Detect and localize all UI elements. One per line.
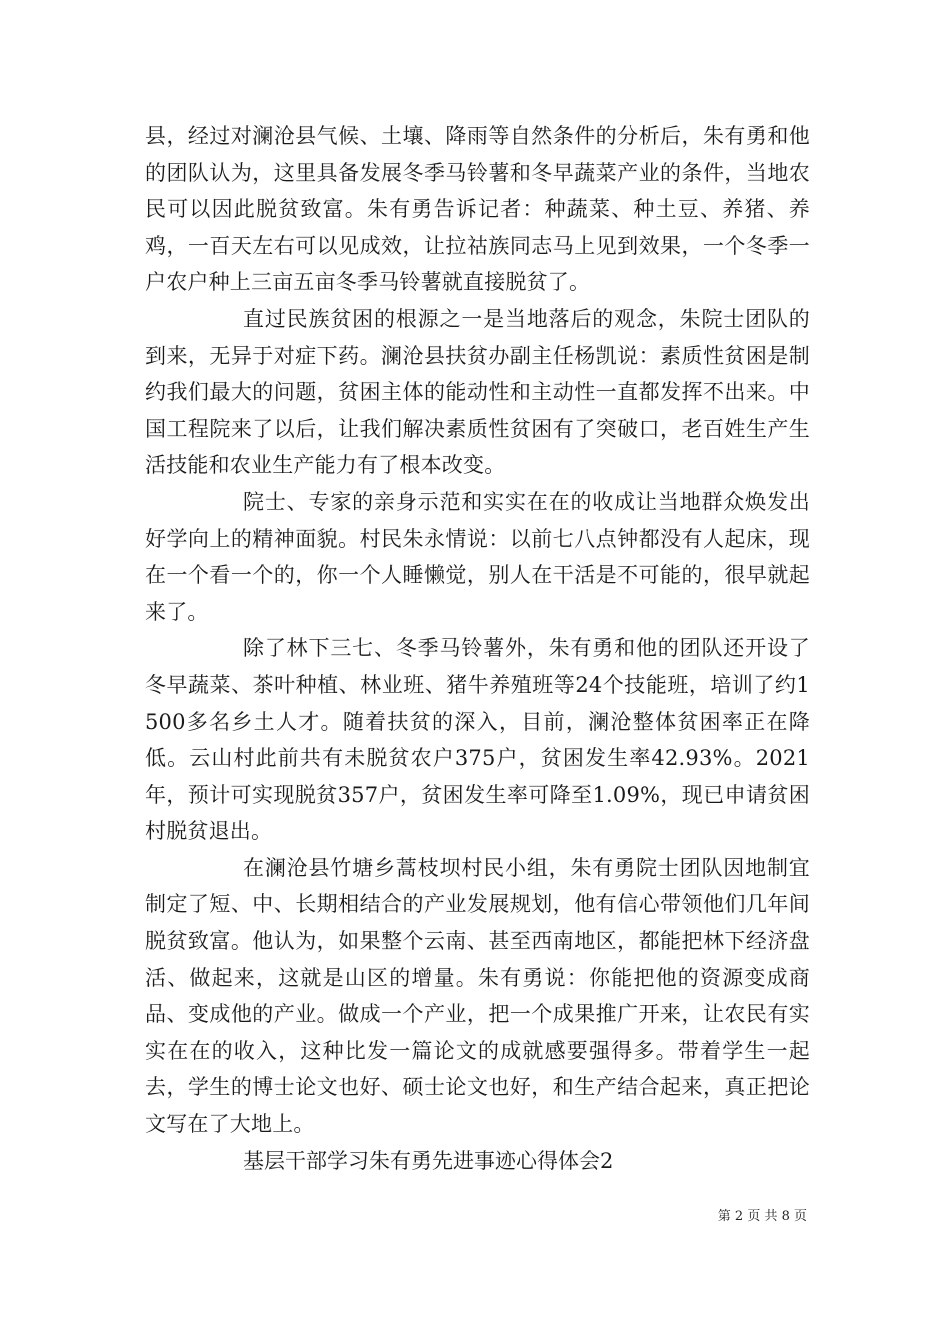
paragraph-4: 除了林下三七、冬季马铃薯外，朱有勇和他的团队还开设了冬早蔬菜、茶叶种植、林业班、猪牛养殖班等24个技能班，培训了约1500多名乡土人才。随着扶贫的深入，目前，澜沧整体贫困率正在降低。云山村此前共有未脱贫农户375户，贫困发生率42.93%。2021年，预计可实现脱贫357户，贫困发生率可降至1.09%，现已申请贫困村脱贫退出。 (145, 636, 810, 844)
paragraph-2: 直过民族贫困的根源之一是当地落后的观念，朱院士团队的到来，无异于对症下药。澜沧县扶贫办副主任杨凯说：素质性贫困是制约我们最大的问题，贫困主体的能动性和主动性一直都发挥不出来。中国工程院来了以后，让我们解决素质性贫困有了突破口，老百姓生产生活技能和农业生产能力有了根本改变。 (145, 306, 810, 478)
section-heading: 基层干部学习朱有勇先进事迹心得体会2 (243, 1148, 614, 1173)
paragraph-5: 在澜沧县竹塘乡蒿枝坝村民小组，朱有勇院士团队因地制宜制定了短、中、长期相结合的产业发展规划，他有信心带领他们几年间脱贫致富。他认为，如果整个云南、甚至西南地区，都能把林下经济盘活、做起来，这就是山区的增量。朱有勇说：你能把他的资源变成商品、变成他的产业。做成一个产业，把一个成果推广开来，让农民有实实在在的收入，这种比发一篇论文的成就感要强得多。带着学生一起去，学生的博士论文也好、硕士论文也好，和生产结合起来，真正把论文写在了大地上。 (145, 855, 810, 1137)
page-number: 第 2 页 共 8 页 (717, 1209, 807, 1224)
document-body (145, 118, 810, 1179)
paragraph-1: 县，经过对澜沧县气候、土壤、降雨等自然条件的分析后，朱有勇和他的团队认为，这里具备发展冬季马铃薯和冬早蔬菜产业的条件，当地农民可以因此脱贫致富。朱有勇告诉记者：种蔬菜、种土豆、养猪、养鸡，一百天左右可以见成效，让拉祜族同志马上见到效果，一个冬季一户农户种上三亩五亩冬季马铃薯就直接脱贫了。 (145, 124, 810, 295)
paragraph-3: 院士、专家的亲身示范和实实在在的收成让当地群众焕发出好学向上的精神面貌。村民朱永情说：以前七八点钟都没有人起床，现在一个看一个的，你一个人睡懒觉，别人在干活是不可能的，很早就起来了。 (145, 489, 810, 624)
